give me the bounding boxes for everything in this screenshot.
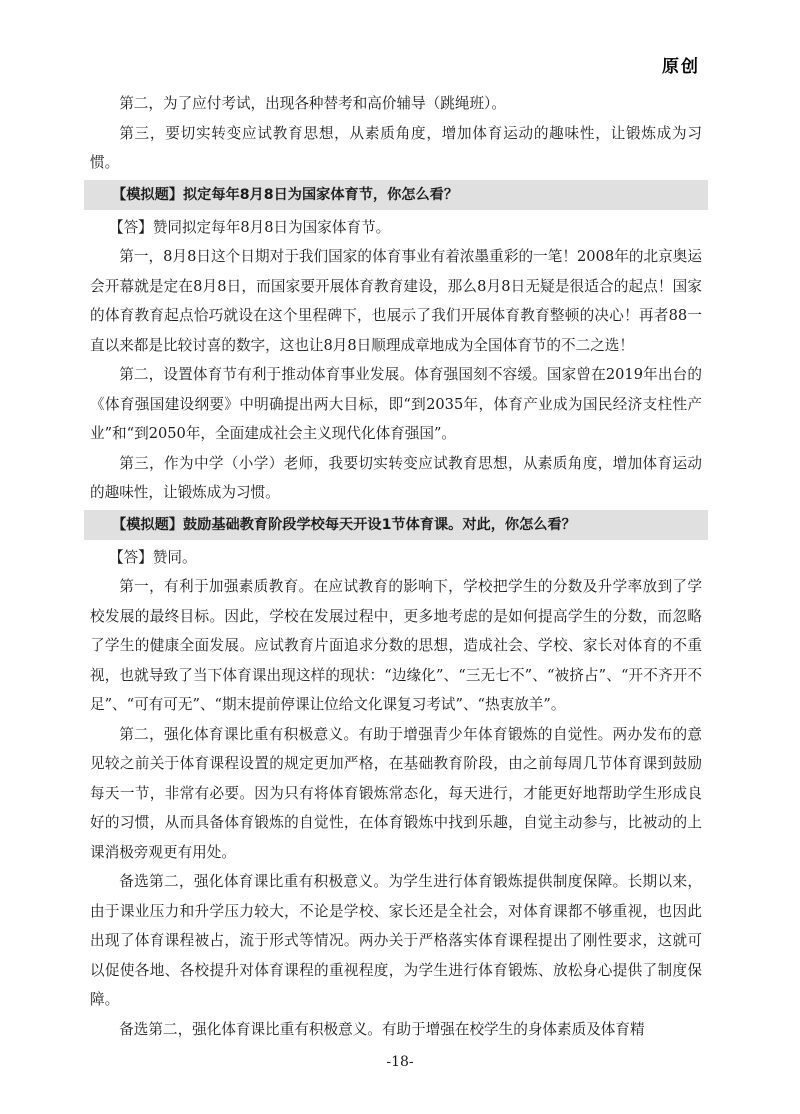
paragraph: 第一，8月8日这个日期对于我们国家的体育事业有着浓墨重彩的一笔！2008年的北京奥运会开幕就是定在8月8日，而国家要开展体育教育建设，那么8月8日无疑是很适合的起点！国家的体育教育起点恰巧就设在这个里程碑下，也展示了我们开展体育教育整顿的决心！再者88一直以来都是比较讨喜的数字，这也让8月8日顺理成章地成为全国体育节的不二之选！ bbox=[90, 248, 702, 354]
paragraph: 第一，有利于加强素质教育。在应试教育的影响下，学校把学生的分数及升学率放到了学校发展的最终目标。因此，学校在发展过程中，更多地考虑的是如何提高学生的分数，而忽略了学生的健康全面发展。应试教育片面追求分数的思想，造成社会、学校、家长对体育的不重视，也就导致了当下体育课出现这样的现状：“边缘化”、“三无七不”、“被挤占”、“开不齐开不足”、“可有可无”、“期末提前停课让位给文化课复习考试”、“热衷放羊”。 bbox=[90, 578, 702, 713]
question-heading: 【模拟题】拟定每年8月8日为国家体育节，你怎么看？ bbox=[84, 180, 708, 210]
answer-line: 【答】赞同拟定每年8月8日为国家体育节。 bbox=[108, 218, 391, 236]
paragraph: 第三，作为中学（小学）老师，我要切实转变应试教育思想，从素质角度，增加体育运动的趣味性，让锻炼成为习惯。 bbox=[90, 454, 702, 501]
paragraph: 备选第二，强化体育课比重有积极意义。有助于增强在校学生的身体素质及体育精 bbox=[119, 1020, 645, 1038]
paragraph: 第二，为了应付考试，出现各种替考和高价辅导（跳绳班）。 bbox=[119, 95, 506, 112]
question-heading: 【模拟题】鼓励基础教育阶段学校每天开设1节体育课。对此，你怎么看？ bbox=[84, 510, 708, 540]
paragraph: 备选第二，强化体育课比重有积极意义。为学生进行体育锻炼提供制度保障。长期以来，由于课业压力和升学压力较大，不论是学校、家长还是全社会，对体育课都不够重视，也因此出现了体育课程被占，流于形式等情况。两办关于严格落实体育课程提出了刚性要求，这就可以促使各地、各校提升对体育课程的重视程度，为学生进行体育锻炼、放松身心提供了制度保障。 bbox=[90, 873, 702, 1008]
document-body bbox=[90, 89, 702, 1044]
page-number: -18- bbox=[386, 1054, 414, 1070]
original-mark: 原创 bbox=[662, 57, 700, 77]
paragraph: 第二，设置体育节有利于推动体育事业发展。体育强国刻不容缓。国家曾在2019年出台的《体育强国建设纲要》中明确提出两大目标，即“到2035年，体育产业成为国民经济支柱性产业”和“到2050年，全面建成社会主义现代化体育强国”。 bbox=[90, 366, 702, 442]
answer-line: 【答】赞同。 bbox=[108, 548, 197, 566]
paragraph: 第二，强化体育课比重有积极意义。有助于增强青少年体育锻炼的自觉性。两办发布的意见较之前关于体育课程设置的规定更加严格，在基础教育阶段，由之前每周几节体育课到鼓励每天一节，非常有必要。因为只有将体育锻炼常态化，每天进行，才能更好地帮助学生形成良好的习惯，从而具备体育锻炼的自觉性，在体育锻炼中找到乐趣，自觉主动参与，比被动的上课消极旁观更有用处。 bbox=[90, 725, 702, 861]
paragraph: 第三，要切实转变应试教育思想，从素质角度，增加体育运动的趣味性，让锻炼成为习惯。 bbox=[90, 124, 702, 171]
